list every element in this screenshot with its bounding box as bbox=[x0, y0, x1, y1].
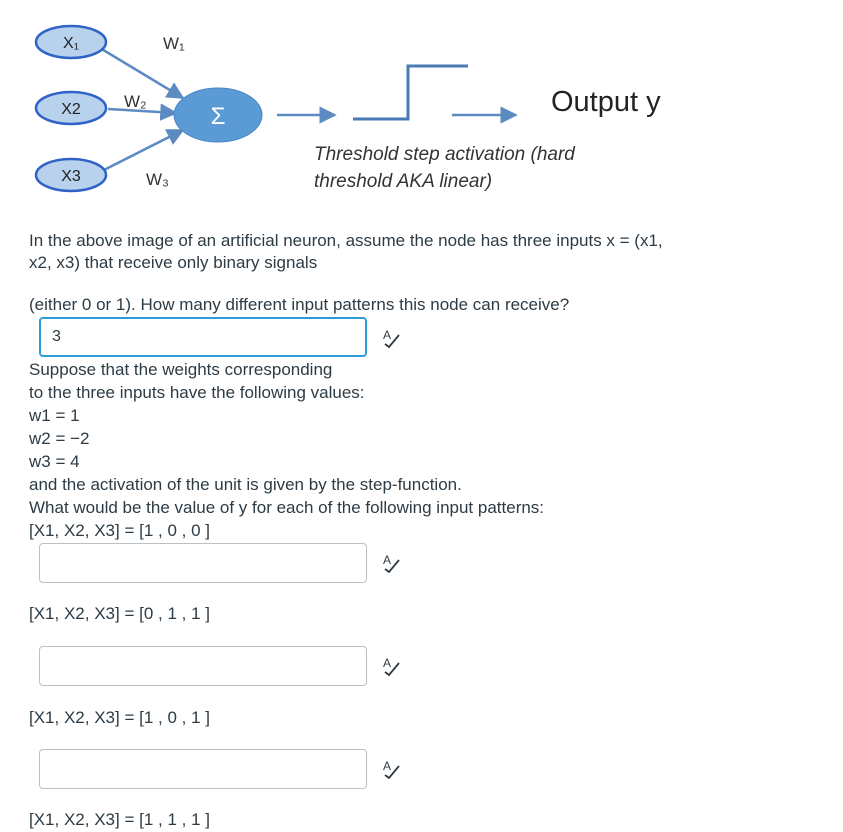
weight-value-w1: w1 = 1 bbox=[29, 406, 80, 425]
sum-symbol: Σ bbox=[210, 103, 226, 130]
answer-field-pattern-2[interactable] bbox=[39, 646, 367, 686]
spell-check-icon[interactable] bbox=[382, 656, 402, 676]
weights-intro-line2: to the three inputs have the following values: bbox=[29, 383, 365, 402]
activation-note: and the activation of the unit is given by the step-function. bbox=[29, 475, 462, 494]
activation-caption-line1: Threshold step activation (hard bbox=[314, 144, 575, 165]
answer-input-patterns-count[interactable] bbox=[40, 318, 366, 356]
spell-check-icon[interactable] bbox=[382, 759, 402, 779]
neuron-diagram bbox=[0, 0, 843, 210]
input-pattern-1: [X1, X2, X3] = [1 , 0 , 0 ] bbox=[29, 521, 210, 540]
answer-field-pattern-1[interactable] bbox=[39, 543, 367, 583]
input-pattern-3: [X1, X2, X3] = [1 , 0 , 1 ] bbox=[29, 708, 210, 727]
answer-input-pattern-1[interactable] bbox=[40, 544, 366, 582]
svg-text:A: A bbox=[383, 656, 392, 670]
connection-line-1 bbox=[100, 48, 183, 98]
question-1-text: (either 0 or 1). How many different input patterns this node can receive? bbox=[29, 295, 570, 314]
input-label-x1: X₁ bbox=[62, 35, 80, 52]
step-function-icon bbox=[353, 66, 468, 119]
weight-label-w2: W₂ bbox=[124, 92, 147, 111]
svg-text:A: A bbox=[383, 328, 392, 342]
answer-input-pattern-2[interactable] bbox=[40, 647, 366, 685]
question-intro-line2: x2, x3) that receive only binary signals bbox=[29, 253, 318, 272]
connection-line-3 bbox=[100, 130, 183, 172]
answer-field-patterns-count[interactable] bbox=[39, 317, 367, 357]
question-intro-line1: In the above image of an artificial neuron, assume the node has three inputs x = (x1, bbox=[29, 231, 663, 250]
output-label: Output y bbox=[551, 86, 661, 118]
weight-value-w2: w2 = −2 bbox=[29, 429, 90, 448]
activation-caption-line2: threshold AKA linear) bbox=[314, 171, 493, 192]
spell-check-icon[interactable] bbox=[382, 553, 402, 573]
svg-text:A: A bbox=[383, 553, 392, 567]
weight-label-w1: W₁ bbox=[163, 34, 185, 53]
input-label-x3: X3 bbox=[61, 168, 81, 185]
weight-label-w3: W₃ bbox=[146, 170, 169, 189]
svg-text:A: A bbox=[383, 759, 392, 773]
weight-value-w3: w3 = 4 bbox=[29, 452, 80, 471]
answer-input-pattern-3[interactable] bbox=[40, 750, 366, 788]
spell-check-icon[interactable] bbox=[382, 328, 402, 348]
input-label-x2: X2 bbox=[61, 101, 81, 118]
weights-intro-line1: Suppose that the weights corresponding bbox=[29, 360, 333, 379]
input-pattern-4: [X1, X2, X3] = [1 , 1 , 1 ] bbox=[29, 810, 210, 829]
input-pattern-2: [X1, X2, X3] = [0 , 1 , 1 ] bbox=[29, 604, 210, 623]
question-2-text: What would be the value of y for each of the following input patterns: bbox=[29, 498, 545, 517]
answer-field-pattern-3[interactable] bbox=[39, 749, 367, 789]
